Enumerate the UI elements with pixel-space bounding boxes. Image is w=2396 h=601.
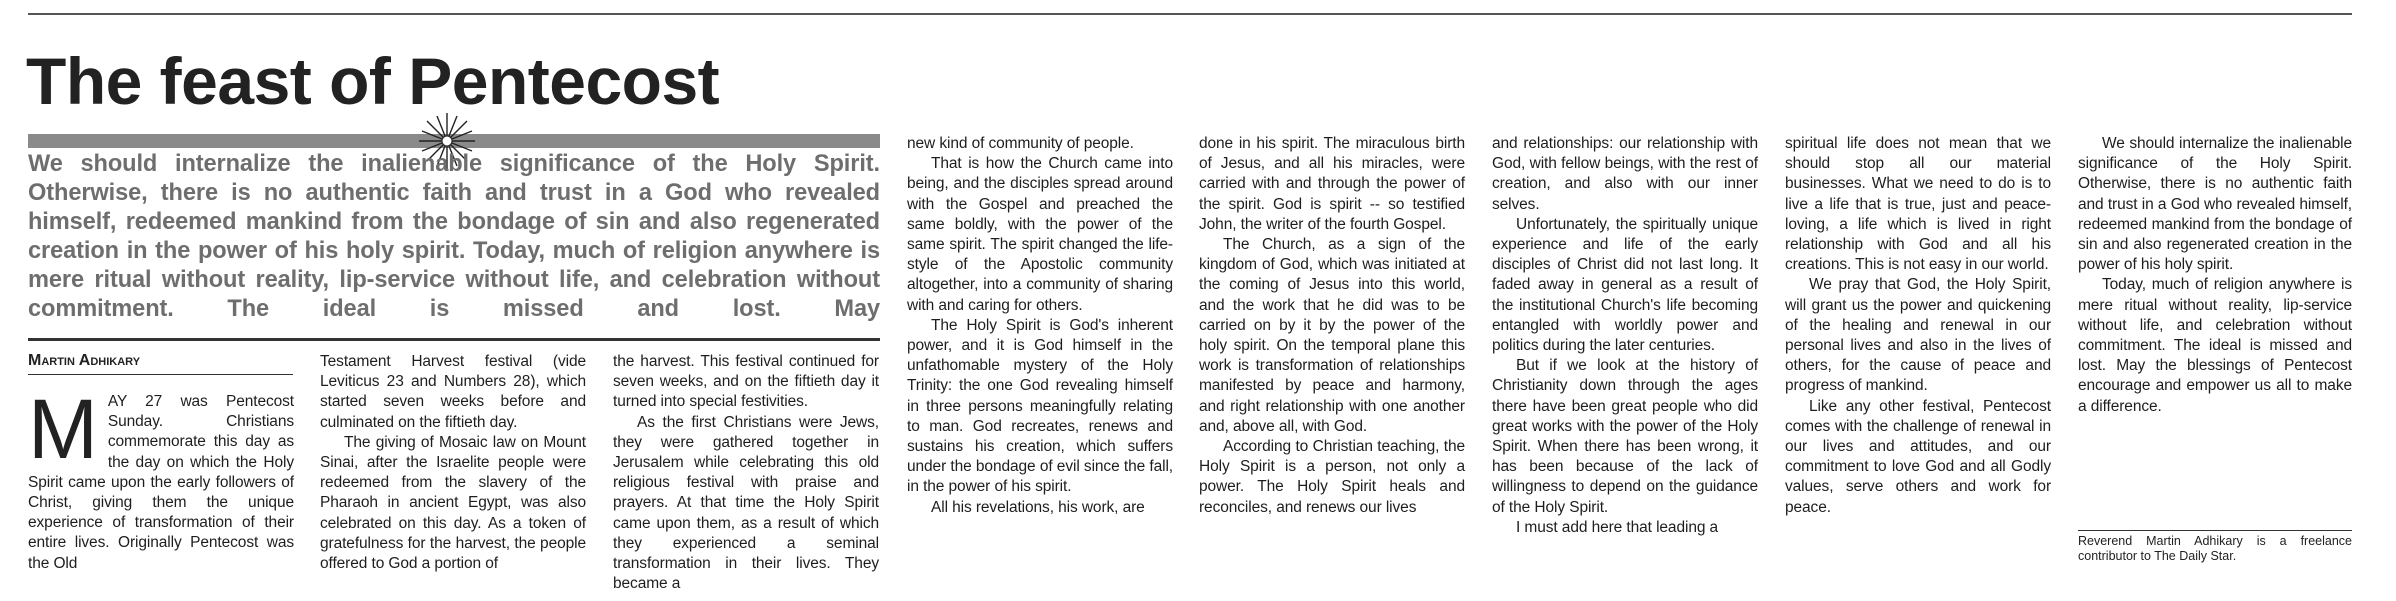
paragraph: All his revelations, his work, are (931, 498, 1145, 516)
paragraph: We should internalize the inalienable significance of the Holy Spirit. Otherwise, there is no authentic faith and trust in a God who revealed himself, redeemed mankind from the bondage of sin and also regenerated creation in the power of his holy spirit. (2078, 135, 2352, 274)
paragraph: As the first Christians were Jews, they were gathered together in Jerusalem while celebrating this old religious festival with praise and prayers. At that time the Holy Spirit came upon them, as a result of which they experienced a seminal transformation in their lives. They became a (613, 413, 879, 593)
paragraph: spiritual life does not mean that we should stop all our material businesses. What we need to do is to live a life that is true, just and peace-loving, a life which is lived in right relationship with God and all his creations. This is not easy in our world. (1785, 135, 2051, 274)
author-note-rule (2078, 530, 2352, 531)
paragraph: The Holy Spirit is God's inherent power, and it is God himself in the unfathomable mystery of the Holy Trinity: the one God revealing himself in three persons meaningfully relating to man. God recreates, renews and sustains his creation, which suffers under the bondage of evil since the fall, in the power of his spirit. (907, 316, 1173, 496)
paragraph: Today, much of religion anywhere is mere ritual without reality, lip-service without life, and celebration without commitment. The ideal is missed and lost. May the blessings of Pentecost encourage and empower us all to make a difference. (2078, 276, 2352, 415)
author-note: Reverend Martin Adhikary is a freelance contributor to The Daily Star. (2078, 534, 2352, 563)
paragraph: I must add here that leading a (1516, 518, 1719, 536)
drop-cap: M (28, 382, 98, 476)
column-2 (320, 352, 586, 574)
paragraph: Testament Harvest festival (vide Leviticus 23 and Numbers 28), which started seven weeks before and culminated on the fiftieth day. (320, 353, 586, 431)
paragraph: and relationships: our relationship with God, with fellow beings, with the rest of creation, and also with our inner selves. (1492, 135, 1758, 213)
paragraph: According to Christian teaching, the Holy Spirit is a person, not only a power. The Holy Spirit heals and reconciles, and renews our lives (1199, 438, 1465, 516)
paragraph: Like any other festival, Pentecost comes with the challenge of renewal in our lives and attitudes, and our commitment to love God and all Godly values, serve others and work for peace. (1785, 397, 2051, 516)
standfirst-rule (28, 338, 880, 341)
column-1 (28, 382, 294, 574)
byline: Martin Adhikary (28, 352, 141, 369)
paragraph: The Church, as a sign of the kingdom of God, which was initiated at the coming of Jesus into this world, and the work that he did was to be carried on by it by the power of the holy spirit. On the temporal plane this work is transformation of relationships manifested by peace and harmony, and right relationship with one another and, above all, with God. (1199, 236, 1465, 435)
paragraph (28, 382, 294, 574)
column-3 (613, 352, 879, 594)
byline-rule (28, 374, 293, 375)
paragraph: But if we look at the history of Christianity down through the ages there have been great people who did great works with the power of the Holy Spirit. When there has been wrong, it has been because of the lack of willingness to depend on the guidance of the Holy Spirit. (1492, 357, 1758, 516)
paragraph: the harvest. This festival continued for seven weeks, and on the fiftieth day it turned into special festivities. (613, 353, 879, 411)
headline: The feast of Pentecost (26, 44, 720, 118)
column-4 (907, 134, 1173, 518)
standfirst: We should internalize the inalienable significance of the Holy Spirit. Otherwise, there is no authentic faith and trust in a God who revealed himself, redeemed mankind from the bondage of sin and also regenerated creation in the power of his holy spirit. Today, much of religion anywhere is mere ritual without reality, lip-service without life, and celebration without commitment. The ideal is missed and lost. May (28, 151, 880, 322)
paragraph: The giving of Mosaic law on Mount Sinai, after the Israelite people were redeemed from the slavery of the Pharaoh in ancient Egypt, was also celebrated on this day. As a token of gratefulness for the harvest, the people offered to God a portion of (320, 433, 586, 573)
paragraph: We pray that God, the Holy Spirit, will grant us the power and quickening of the healing and renewal in our personal lives and also in the lives of others, for the cause of peace and progress of mankind. (1785, 276, 2051, 395)
paragraph: Unfortunately, the spiritually unique experience and life of the early disciples of Christ did not last long. It faded away in general as a result of the institutional Church's life becoming entangled with worldly power and politics during the later centuries. (1492, 215, 1758, 355)
paragraph: done in his spirit. The miraculous birth of Jesus, and all his miracles, were carried with and through the power of the spirit. God is spirit -- so testified John, the writer of the fourth Gospel. (1199, 135, 1465, 233)
column-5 (1199, 134, 1465, 518)
paragraph: That is how the Church came into being, and the disciples spread around with the Gospel and preached the same boldly, with the power of the same spirit. The spirit changed the life-style of the Apostolic community altogether, into a community of sharing with and caring for others. (907, 155, 1173, 314)
column-8 (2078, 134, 2352, 417)
paragraph: new kind of community of people. (907, 135, 1134, 152)
column-6 (1492, 134, 1758, 538)
column-7 (1785, 134, 2051, 518)
top-rule (28, 13, 2352, 15)
paragraph-text: AY 27 was Pentecost Sunday. Christians commemorate this day as the day on which the Holy Spirit came upon the early followers of Christ, giving them the unique experience of transformation of their entire lives. Originally Pentecost was the Old (28, 393, 294, 572)
